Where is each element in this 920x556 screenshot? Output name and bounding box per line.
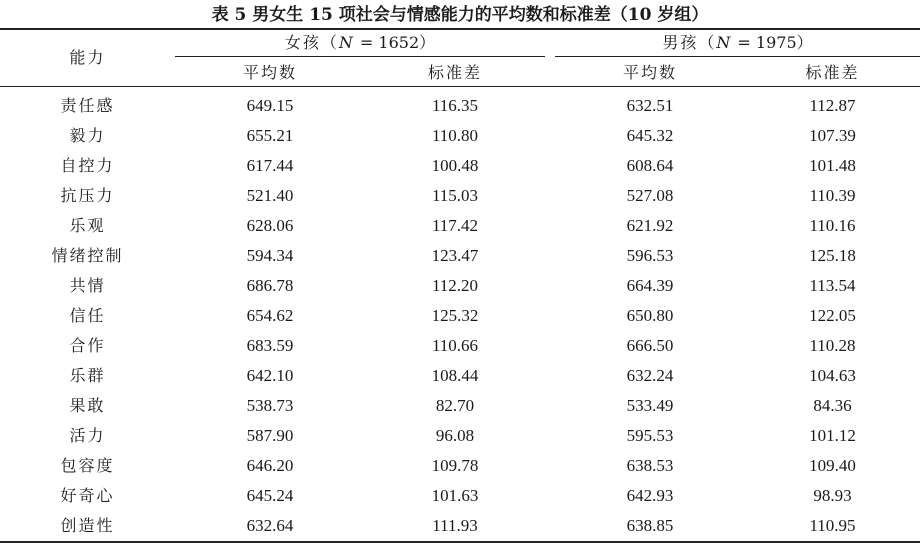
boys-sd-cell: 101.48 [809, 156, 856, 175]
table-row [0, 302, 920, 332]
girls-sd-cell: 100.48 [431, 156, 479, 175]
girls-group-header [175, 32, 545, 54]
boys-group-rule [555, 56, 920, 57]
ability-cell: 抗压力 [60, 186, 115, 205]
table-row [0, 92, 920, 122]
ability-cell: 乐观 [69, 216, 106, 235]
girls-mean-cell: 654.62 [246, 306, 294, 325]
boys-sd-cell: 84.36 [813, 396, 852, 415]
boys-mean-cell: 650.80 [626, 306, 674, 325]
girls-mean-cell: 628.06 [246, 216, 294, 235]
boys-sd-cell: 98.93 [813, 486, 852, 505]
girls-mean-cell: 683.59 [246, 336, 294, 355]
girls-mean-cell: 686.78 [246, 276, 294, 295]
girls-sd-cell: 112.20 [431, 276, 479, 295]
boys-mean-cell: 608.64 [626, 156, 674, 175]
girls-sd-cell: 111.93 [432, 516, 478, 535]
girls-sd-cell: 110.80 [431, 126, 479, 145]
header-rule [0, 86, 920, 87]
ability-cell: 自控力 [60, 156, 115, 175]
girls-sd-header: 标准差 [427, 63, 482, 82]
girls-sd-cell: 115.03 [431, 186, 479, 205]
girls-mean-cell: 645.24 [246, 486, 294, 505]
girls-sd-cell: 101.63 [431, 486, 479, 505]
boys-mean-cell: 638.85 [626, 516, 674, 535]
ability-cell: 好奇心 [60, 486, 115, 505]
table-body [0, 92, 920, 542]
girls-mean-cell: 649.15 [246, 96, 294, 115]
boys-n-value: = 1975） [732, 33, 813, 52]
boys-sd-cell: 110.16 [809, 216, 856, 235]
girls-group-prefix: 女孩（ [284, 33, 339, 52]
table-row [0, 422, 920, 452]
boys-sd-cell: 110.39 [809, 186, 856, 205]
boys-sd-cell: 122.05 [809, 306, 856, 325]
table-row [0, 212, 920, 242]
girls-mean-cell: 632.64 [246, 516, 294, 535]
table-row [0, 122, 920, 152]
boys-mean-cell: 595.53 [626, 426, 674, 445]
girls-n-value: = 1652） [354, 33, 436, 52]
girls-sd-cell: 125.32 [431, 306, 479, 325]
boys-sd-header: 标准差 [805, 63, 860, 82]
ability-column-header: 能力 [69, 48, 106, 67]
table-row [0, 242, 920, 272]
girls-sd-cell: 117.42 [431, 216, 479, 235]
ability-cell: 乐群 [69, 366, 106, 385]
ability-cell: 毅力 [69, 126, 106, 145]
boys-mean-cell: 596.53 [626, 246, 674, 265]
boys-sd-cell: 109.40 [809, 456, 856, 475]
boys-mean-cell: 621.92 [626, 216, 674, 235]
boys-mean-cell: 632.51 [626, 96, 674, 115]
boys-sd-cell: 110.95 [809, 516, 856, 535]
boys-sd-cell: 101.12 [809, 426, 856, 445]
girls-sd-cell: 109.78 [431, 456, 479, 475]
ability-cell: 共情 [69, 276, 106, 295]
girls-mean-cell: 655.21 [246, 126, 294, 145]
boys-group-prefix: 男孩（ [662, 33, 717, 52]
ability-cell: 责任感 [60, 96, 115, 115]
top-rule [0, 28, 920, 30]
boys-mean-cell: 533.49 [626, 396, 674, 415]
girls-mean-cell: 587.90 [246, 426, 294, 445]
boys-mean-header: 平均数 [622, 63, 677, 82]
girls-mean-cell: 617.44 [246, 156, 294, 175]
boys-mean-cell: 632.24 [626, 366, 674, 385]
boys-mean-cell: 645.32 [626, 126, 674, 145]
boys-group-header [555, 32, 920, 54]
table-row [0, 482, 920, 512]
ability-cell: 果敢 [69, 396, 106, 415]
girls-sd-cell: 96.08 [435, 426, 475, 445]
table-row [0, 392, 920, 422]
ability-cell: 合作 [69, 336, 106, 355]
girls-mean-cell: 646.20 [246, 456, 294, 475]
table-row [0, 512, 920, 542]
boys-mean-cell: 666.50 [626, 336, 674, 355]
table-row [0, 332, 920, 362]
girls-mean-cell: 642.10 [246, 366, 294, 385]
boys-sd-cell: 107.39 [809, 126, 856, 145]
table-row [0, 452, 920, 482]
boys-mean-cell: 642.93 [626, 486, 674, 505]
girls-n-symbol: N [338, 33, 355, 52]
table-caption: 表 5 男女生 15 项社会与情感能力的平均数和标准差（10 岁组） [211, 5, 709, 25]
ability-cell: 信任 [69, 306, 106, 325]
table-row [0, 152, 920, 182]
boys-sd-cell: 104.63 [809, 366, 856, 385]
ability-cell: 活力 [69, 426, 106, 445]
girls-group-rule [175, 56, 545, 57]
table-row [0, 182, 920, 212]
girls-sd-cell: 110.66 [431, 336, 479, 355]
ability-cell: 情绪控制 [51, 246, 124, 265]
boys-mean-cell: 527.08 [626, 186, 674, 205]
girls-mean-cell: 594.34 [246, 246, 294, 265]
table-row [0, 362, 920, 392]
ability-cell: 创造性 [60, 516, 115, 535]
boys-sd-cell: 110.28 [809, 336, 856, 355]
girls-sd-cell: 123.47 [431, 246, 479, 265]
girls-sd-cell: 116.35 [431, 96, 479, 115]
girls-sd-cell: 82.70 [435, 396, 475, 415]
boys-sd-cell: 112.87 [809, 96, 856, 115]
boys-mean-cell: 638.53 [626, 456, 674, 475]
girls-sd-cell: 108.44 [431, 366, 479, 385]
boys-sd-cell: 113.54 [809, 276, 856, 295]
boys-mean-cell: 664.39 [626, 276, 674, 295]
girls-mean-cell: 538.73 [246, 396, 294, 415]
girls-mean-cell: 521.40 [246, 186, 294, 205]
boys-sd-cell: 125.18 [809, 246, 856, 265]
ability-cell: 包容度 [60, 456, 115, 475]
girls-mean-header: 平均数 [242, 63, 297, 82]
boys-n-symbol: N [716, 33, 733, 52]
table-row [0, 272, 920, 302]
bottom-rule [0, 541, 920, 543]
